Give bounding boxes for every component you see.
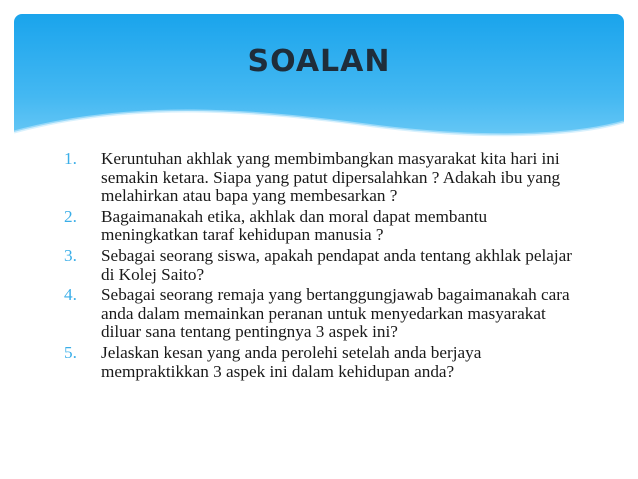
list-item-text: Bagaimanakah etika, akhlak dan moral dapat membantu meningkatkan taraf kehidupan manusia ? bbox=[101, 206, 488, 245]
list-item-text: Keruntuhan akhlak yang membimbangkan masyarakat kita hari ini semakin ketara. Siapa yang patut dipersalahkan ? Adakah ibu yang melahirkan atau bapa yang membesarkan ? bbox=[101, 149, 561, 206]
slide-title bbox=[0, 44, 638, 79]
list-item bbox=[64, 208, 584, 245]
list-item bbox=[64, 150, 584, 206]
list-item-number: 1. bbox=[64, 149, 77, 168]
list-item-text: Jelaskan kesan yang anda perolehi setelah anda berjaya mempraktikkan 3 aspek ini dalam kehidupan anda? bbox=[101, 342, 482, 381]
list-item bbox=[64, 286, 584, 342]
slide-title-text: SOALAN bbox=[247, 44, 391, 79]
list-item-number: 3. bbox=[64, 245, 77, 265]
list-item bbox=[64, 344, 584, 381]
wave-decoration bbox=[14, 14, 624, 164]
list-item-number: 2. bbox=[64, 206, 77, 226]
list-item bbox=[64, 247, 584, 284]
list-item-number: 5. bbox=[64, 342, 77, 362]
list-item-text: Sebagai seorang remaja yang bertanggungjawab bagaimanakah cara anda dalam memainkan peranan untuk menyedarkan masyarakat diluar sana tentang pentingnya 3 aspek ini? bbox=[101, 285, 570, 342]
list-item-text: Sebagai seorang siswa, apakah pendapat anda tentang akhlak pelajar di Kolej Saito? bbox=[101, 245, 573, 284]
list-item-number: 4. bbox=[64, 285, 77, 305]
header-banner bbox=[14, 14, 624, 164]
question-list bbox=[64, 150, 584, 383]
